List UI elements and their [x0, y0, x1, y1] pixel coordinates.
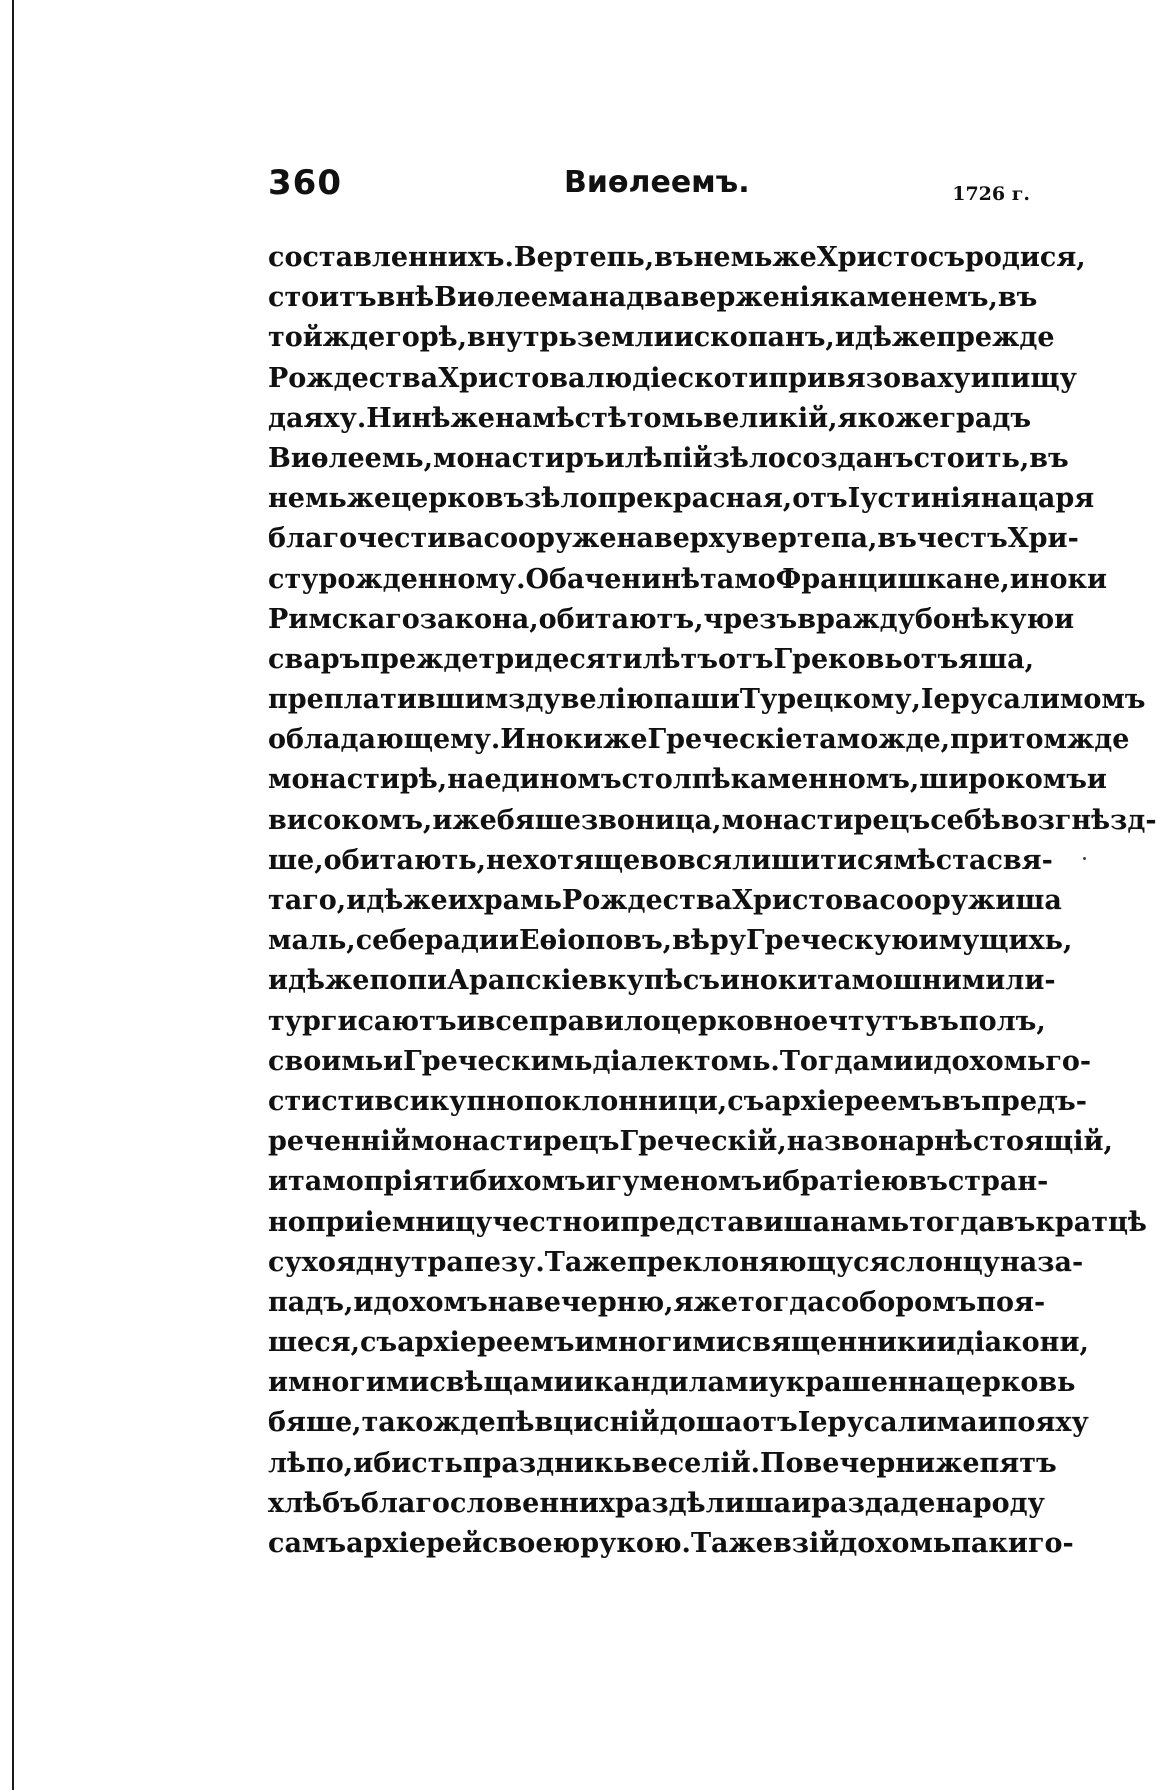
text-word: свя-	[986, 844, 1053, 876]
text-word: и	[268, 1367, 289, 1399]
text-word: хлѣбъ	[268, 1487, 361, 1519]
text-word: По	[760, 1447, 804, 1479]
text-word: сооружиша	[879, 885, 1062, 916]
text-word: великій,	[703, 402, 838, 434]
text-word: правило	[528, 1005, 661, 1037]
text-word: столпѣ	[621, 764, 731, 796]
text-word: бяше,	[268, 1407, 362, 1439]
text-word: якоже	[837, 402, 940, 434]
text-word: идохомъ	[353, 1286, 488, 1318]
text-word: народу	[935, 1487, 1045, 1519]
text-word: чрезъ	[703, 603, 798, 635]
text-word: Арапскіе	[447, 965, 589, 997]
text-word: въполъ,	[919, 1005, 1046, 1037]
text-word: отъ	[742, 1407, 798, 1439]
text-line	[268, 563, 1108, 604]
text-word: рожденному.	[318, 563, 526, 595]
text-word: тамошними	[817, 965, 1006, 997]
text-line	[268, 523, 1079, 563]
text-word: на	[588, 282, 627, 314]
text-word: ископанъ,	[673, 322, 835, 354]
text-line	[268, 362, 1077, 403]
text-word: и	[604, 442, 625, 474]
text-word: своею	[482, 1528, 581, 1559]
text-word: съ	[727, 1085, 765, 1117]
text-word: на	[487, 1286, 525, 1318]
text-word: на	[494, 402, 533, 434]
text-word: иноки	[1009, 563, 1108, 595]
text-word: преплативши	[268, 684, 485, 716]
text-word: архіереемъ	[764, 1085, 942, 1117]
text-word: Иноки	[500, 724, 604, 756]
year-label: 1726 г.	[952, 183, 1030, 205]
text-word: не	[486, 844, 523, 876]
text-word: соборомъ	[824, 1286, 977, 1318]
text-word: и	[353, 1447, 374, 1479]
text-word: за-	[1037, 1246, 1084, 1278]
text-line	[268, 643, 1035, 684]
text-word: маль,	[268, 925, 356, 957]
text-word: немь	[268, 483, 347, 515]
text-word: церковъ	[391, 483, 525, 515]
text-word: многими	[594, 1327, 736, 1359]
text-word: пищу	[990, 362, 1077, 394]
text-word: діакони,	[956, 1327, 1089, 1359]
text-word: Греческую	[746, 925, 919, 957]
text-word: себе	[355, 925, 425, 957]
text-word: тамо	[699, 563, 776, 595]
text-word: вражду	[797, 603, 915, 635]
text-line	[268, 1367, 1076, 1407]
text-word: въкратцѣ	[995, 1206, 1147, 1238]
text-line	[268, 322, 1055, 362]
text-word: бихомъ	[469, 1166, 586, 1198]
text-word: прежде	[936, 322, 1055, 354]
text-word: вкупѣ	[588, 965, 683, 997]
text-word: Іустиніяна	[847, 483, 1018, 515]
text-line	[268, 1327, 1089, 1367]
text-word: и	[1054, 603, 1075, 635]
text-word: и	[1086, 764, 1107, 796]
text-word: паши	[653, 684, 740, 716]
text-word: стран-	[947, 1166, 1049, 1198]
text-word: скоти	[677, 362, 769, 394]
text-word: Еѳіоповъ,	[518, 925, 673, 957]
text-word: ли-	[1005, 965, 1056, 997]
text-word: при	[950, 724, 1009, 756]
text-word: таможде,	[802, 724, 951, 756]
text-word: діалектомь.	[592, 1045, 780, 1077]
text-word: томь	[626, 402, 704, 434]
text-word: Турецкому,	[739, 684, 921, 716]
text-word: царя	[1017, 483, 1095, 515]
text-line	[268, 1126, 1113, 1166]
text-word: рукою.	[580, 1528, 691, 1559]
text-word: сооружена	[483, 523, 654, 555]
text-word: и	[498, 925, 519, 957]
text-word: преклоняющуся	[626, 1246, 890, 1278]
text-word: трапезу.	[410, 1246, 545, 1278]
text-word: людіе	[585, 362, 678, 394]
text-line	[268, 1487, 1045, 1528]
text-word: веселій.	[631, 1447, 761, 1479]
text-word: лѣтъ	[642, 643, 718, 675]
text-word: прежде	[360, 643, 479, 675]
text-word: идѣже	[268, 965, 370, 997]
text-word: тургисаютъ	[268, 1005, 457, 1037]
text-line	[268, 1085, 1087, 1126]
text-word: братіею	[782, 1166, 909, 1198]
text-word: Обаче	[525, 563, 622, 595]
text-word: иноки	[719, 965, 818, 997]
text-word: тамо	[288, 1166, 364, 1198]
text-word: благословенних	[360, 1487, 616, 1519]
text-word: паки	[951, 1528, 1028, 1559]
text-word: своимь	[268, 1045, 384, 1077]
text-word: зѣло	[524, 483, 598, 515]
text-line	[268, 764, 1107, 804]
text-word: Христова	[438, 362, 586, 394]
text-word: и	[936, 1327, 957, 1359]
text-word: стоитъ	[268, 282, 377, 314]
text-word: представиша	[620, 1206, 831, 1238]
text-line	[268, 442, 1069, 483]
text-word: Нинѣ	[366, 402, 451, 434]
text-word: предъ-	[981, 1085, 1087, 1117]
text-word: Виѳлеема	[434, 282, 589, 314]
text-word: пояху	[997, 1407, 1089, 1439]
text-word: стоящій,	[972, 1126, 1113, 1158]
text-word: мѣстѣ	[532, 402, 627, 434]
text-word: въ	[654, 242, 694, 273]
text-line	[268, 603, 1075, 644]
text-word: праздникь	[462, 1447, 632, 1479]
text-word: съ	[682, 965, 720, 997]
text-word: го-	[1045, 1045, 1092, 1077]
text-word: церковное	[660, 1005, 829, 1037]
text-word: и	[791, 1487, 812, 1519]
text-word: и	[383, 1045, 404, 1077]
text-word: бисть	[373, 1447, 463, 1479]
text-word: и	[573, 1367, 594, 1399]
text-word: Греческіе	[647, 724, 803, 756]
text-word: верху	[653, 523, 743, 555]
text-word: поклонници,	[523, 1085, 728, 1117]
text-word: шеся,	[268, 1327, 360, 1359]
text-word: идѣже	[834, 322, 937, 354]
text-word: Римскаго	[268, 603, 420, 635]
text-word: на	[447, 764, 485, 796]
text-word: въ	[1029, 442, 1069, 474]
text-word: Греческій,	[619, 1126, 787, 1158]
text-word: и	[456, 1005, 477, 1037]
text-word: Рождества	[561, 885, 733, 916]
text-word: иже	[432, 804, 497, 836]
text-line	[268, 282, 1038, 322]
text-word: украшенна	[768, 1367, 945, 1399]
text-word: кандилами	[593, 1367, 769, 1399]
text-word: свѣщами	[429, 1367, 574, 1399]
text-word: вечерни	[803, 1447, 936, 1479]
text-word: вси	[374, 1085, 430, 1117]
text-word: звонарнѣ	[823, 1126, 973, 1158]
text-word: каменномъ,	[730, 764, 920, 796]
text-line	[268, 1045, 1092, 1086]
text-word: падъ,	[268, 1286, 354, 1318]
text-word: на	[999, 1246, 1038, 1278]
print-speck	[1083, 857, 1086, 860]
text-word: стоить,	[913, 442, 1030, 474]
text-word: монастирецъ	[410, 1126, 620, 1158]
running-title: Виѳлеемъ.	[564, 165, 750, 200]
text-word: реченній	[268, 1126, 411, 1158]
text-word: монастиръ	[433, 442, 605, 474]
text-word: вертепа,	[742, 523, 878, 555]
text-word: сваръ	[268, 643, 361, 675]
text-line	[268, 1206, 1147, 1247]
text-word: пріяти	[363, 1166, 470, 1198]
text-line	[268, 403, 1030, 443]
text-word: и	[762, 1166, 783, 1198]
text-word: мѣста	[893, 844, 987, 876]
text-word: церковь	[944, 1367, 1076, 1399]
text-word: яже	[673, 1286, 738, 1318]
text-word: привязоваху	[768, 362, 971, 394]
text-word: все	[476, 1005, 529, 1037]
text-word: и	[447, 885, 468, 916]
text-word: Францишкане,	[775, 563, 1010, 595]
text-word: имущихь,	[918, 925, 1073, 957]
text-line	[268, 1286, 1046, 1327]
text-word: чтутъ	[828, 1005, 920, 1037]
text-word: Іерусалимомъ	[920, 684, 1146, 716]
text-word: отъ	[717, 643, 774, 675]
text-word: ради	[424, 925, 499, 957]
text-word: бо	[914, 603, 951, 635]
text-word: же	[603, 724, 648, 756]
text-word: таго,	[268, 885, 347, 916]
text-word: стисти	[268, 1085, 375, 1117]
text-word: отъяша,	[902, 643, 1035, 675]
text-word: пѣвци	[495, 1407, 594, 1439]
text-word: обитаютъ,	[538, 603, 704, 635]
text-word: и	[977, 1407, 998, 1439]
text-word: високомъ,	[268, 804, 433, 836]
text-word: попи	[369, 965, 448, 997]
text-line	[268, 844, 1053, 885]
text-word: каменемъ,	[829, 282, 998, 314]
body-text	[268, 242, 1157, 1568]
text-word: лишитися	[732, 844, 894, 876]
text-word: Таже	[690, 1528, 773, 1559]
text-line	[268, 242, 1086, 282]
text-word: ноприіемницу	[268, 1206, 493, 1238]
page-header	[268, 163, 1030, 213]
text-word: вѣру	[672, 925, 746, 957]
text-word: идохомь	[913, 1045, 1046, 1077]
text-word: благочестива	[268, 523, 484, 555]
text-word: намь	[830, 1206, 910, 1238]
text-word: широкомъ	[919, 764, 1087, 796]
text-word: обладающему.	[268, 724, 501, 756]
text-word: звоница,	[580, 804, 722, 836]
text-word: же	[935, 1447, 980, 1479]
text-word: хотяще	[522, 844, 641, 876]
text-word: внѣ	[376, 282, 435, 314]
text-word: такожде	[361, 1407, 496, 1439]
page-number: 360	[268, 163, 342, 203]
text-word: велію	[560, 684, 654, 716]
text-word: сту	[268, 563, 319, 595]
text-word: Христосъ	[816, 242, 965, 273]
text-word: въ	[908, 1166, 948, 1198]
text-word: архіерей	[346, 1528, 483, 1559]
text-word: же	[450, 402, 495, 434]
text-word: градъ	[939, 402, 1032, 434]
text-word: раздѣлиша	[615, 1487, 792, 1519]
text-word: два	[626, 282, 681, 314]
text-word: же	[772, 242, 817, 273]
text-word: честъ	[916, 523, 1008, 555]
text-word: пятъ	[979, 1447, 1057, 1479]
text-word: идѣже	[346, 885, 448, 916]
text-word: верженія	[680, 282, 830, 314]
text-word: лѣпо,	[268, 1447, 354, 1479]
text-word: единомъ	[484, 764, 622, 796]
text-word: Хри-	[1007, 523, 1079, 555]
text-word: взійдохомь	[772, 1528, 952, 1559]
text-line	[268, 1246, 1084, 1287]
text-line	[268, 724, 1130, 764]
text-line	[268, 483, 1095, 523]
text-line	[268, 885, 1062, 925]
text-word: обитають,	[323, 844, 487, 876]
text-word: поя-	[976, 1286, 1046, 1318]
text-word: закона,	[419, 603, 539, 635]
text-word: тогда	[909, 1206, 996, 1238]
text-word: Вертепь,	[513, 242, 655, 273]
text-word: въ	[877, 523, 917, 555]
text-word: и	[970, 362, 991, 394]
text-word: сухоядну	[268, 1246, 411, 1278]
text-word: прекрасная,	[597, 483, 793, 515]
text-line	[268, 965, 1056, 1005]
text-word: на	[786, 1126, 824, 1158]
text-word: нѣкую	[950, 603, 1055, 635]
text-word: томжде	[1008, 724, 1130, 756]
text-word: слонцу	[889, 1246, 1000, 1278]
text-word: монастирецъ	[721, 804, 931, 836]
text-word: же	[346, 483, 392, 515]
text-word: Виѳлеемь,	[268, 442, 434, 474]
text-word: Рождества	[268, 362, 439, 394]
text-word: въ	[997, 282, 1038, 314]
text-word: ми	[869, 1045, 914, 1077]
text-word: купно	[429, 1085, 524, 1117]
text-word: себѣ	[930, 804, 1001, 836]
text-word: священники	[735, 1327, 937, 1359]
text-word: Тогда	[779, 1045, 870, 1077]
text-word: составленнихъ.	[268, 242, 514, 273]
text-word: го-	[1027, 1528, 1074, 1559]
text-word: немь	[693, 242, 773, 273]
text-word: нинѣ	[621, 563, 700, 595]
page-edge-line	[12, 0, 14, 1790]
text-line	[268, 804, 1157, 845]
text-word: горѣ,	[385, 322, 468, 354]
text-line	[268, 1447, 1057, 1488]
text-line	[268, 1166, 1049, 1206]
text-line	[268, 1005, 1046, 1046]
text-word: зѣло	[712, 442, 786, 474]
text-word: мзду	[484, 684, 561, 716]
text-word: и	[574, 1327, 595, 1359]
text-line	[268, 684, 1146, 724]
text-word: снійдоша	[593, 1407, 743, 1439]
text-word: лѣпій	[624, 442, 713, 474]
text-word: отъ	[792, 483, 848, 515]
text-word: Грековь	[773, 643, 903, 675]
text-word: тогда	[737, 1286, 825, 1318]
text-word: Христова	[732, 885, 880, 916]
text-word: вечерню,	[524, 1286, 674, 1318]
text-word: внутрь	[467, 322, 577, 354]
text-word: и	[600, 1206, 621, 1238]
text-word: родися,	[965, 242, 1086, 273]
text-word: созданъ	[785, 442, 914, 474]
text-line	[268, 1528, 1074, 1568]
text-word: тридесяти	[478, 643, 643, 675]
text-word: Іерусалима	[797, 1407, 978, 1439]
text-line	[268, 925, 1073, 965]
text-word: въ	[941, 1085, 982, 1117]
text-word: Таже	[544, 1246, 627, 1278]
text-word: архіереемъ	[397, 1327, 575, 1359]
text-word: бяше	[496, 804, 581, 836]
text-word: самъ	[268, 1528, 347, 1559]
text-word: тойжде	[268, 322, 386, 354]
text-word: вовся	[640, 844, 733, 876]
text-word: монастирѣ,	[268, 764, 448, 796]
text-word: земли	[576, 322, 674, 354]
text-word: и	[268, 1166, 289, 1198]
text-word: игуменомъ	[585, 1166, 763, 1198]
text-line	[268, 1407, 1089, 1447]
text-word: съ	[359, 1327, 398, 1359]
text-word: честно	[492, 1206, 601, 1238]
text-word: многими	[288, 1367, 430, 1399]
text-word: даяху.	[268, 402, 367, 434]
text-word: храмь	[467, 885, 562, 916]
text-word: возгнѣзд-	[1000, 804, 1157, 836]
text-word: Греческимь	[403, 1045, 593, 1077]
text-word: раздаде	[811, 1487, 936, 1519]
text-word: ше,	[268, 844, 324, 876]
